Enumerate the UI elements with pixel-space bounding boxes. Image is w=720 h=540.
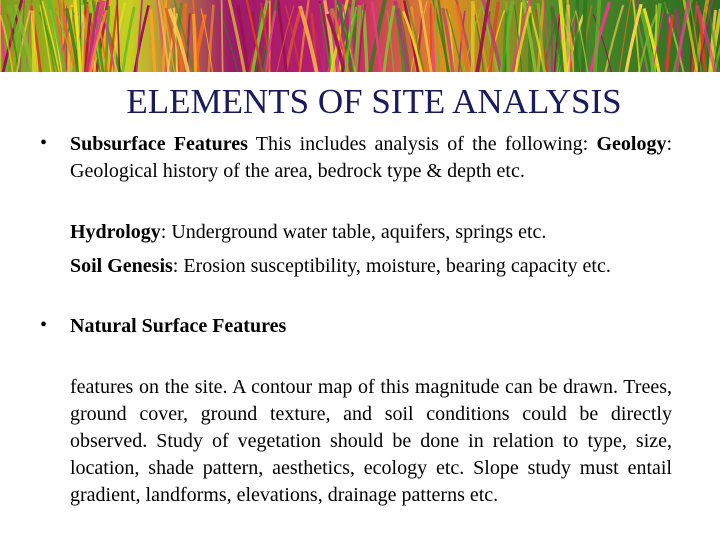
- colorful-grass-banner-icon: [0, 0, 720, 72]
- header-banner: [0, 0, 720, 72]
- bullet-heading: Natural Surface Features: [70, 315, 287, 337]
- bullet-natural-surface-features: [70, 313, 672, 340]
- sub-text-hydrology: : Underground water table, aquifers, springs etc.: [160, 221, 547, 243]
- bullet-subsurface-features: [70, 131, 672, 185]
- bullet-text: This includes analysis of the following:: [247, 133, 589, 155]
- bullet-marker: •: [40, 314, 48, 336]
- bullet-heading: Subsurface Features: [70, 133, 248, 155]
- sub-term-geology: Geology: [596, 133, 667, 155]
- sub-item-soil-genesis: [70, 253, 672, 280]
- sub-item-hydrology: [70, 219, 672, 246]
- sub-text-soil-genesis: : Erosion susceptibility, moisture, bearing capacity etc.: [172, 255, 611, 277]
- body-paragraph: features on the site. A contour map of this magnitude can be drawn. Trees, ground cover, ground texture, and soil conditions could be directly observed. Study of vegetation should be done in relation to type, size, location, shade pattern, aesthetics, ecology etc. Slope study must entail gradient, landforms, elevations, drainage patterns etc.: [70, 376, 672, 506]
- sub-term-soil-genesis: Soil Genesis: [70, 255, 173, 277]
- sub-term-hydrology: Hydrology: [70, 221, 161, 243]
- bullet-marker: •: [40, 132, 48, 154]
- sub-text-geology: : Geological history of the area, bedrock type & depth etc.: [70, 133, 673, 182]
- slide-title: ELEMENTS OF SITE ANALYSIS: [126, 82, 622, 121]
